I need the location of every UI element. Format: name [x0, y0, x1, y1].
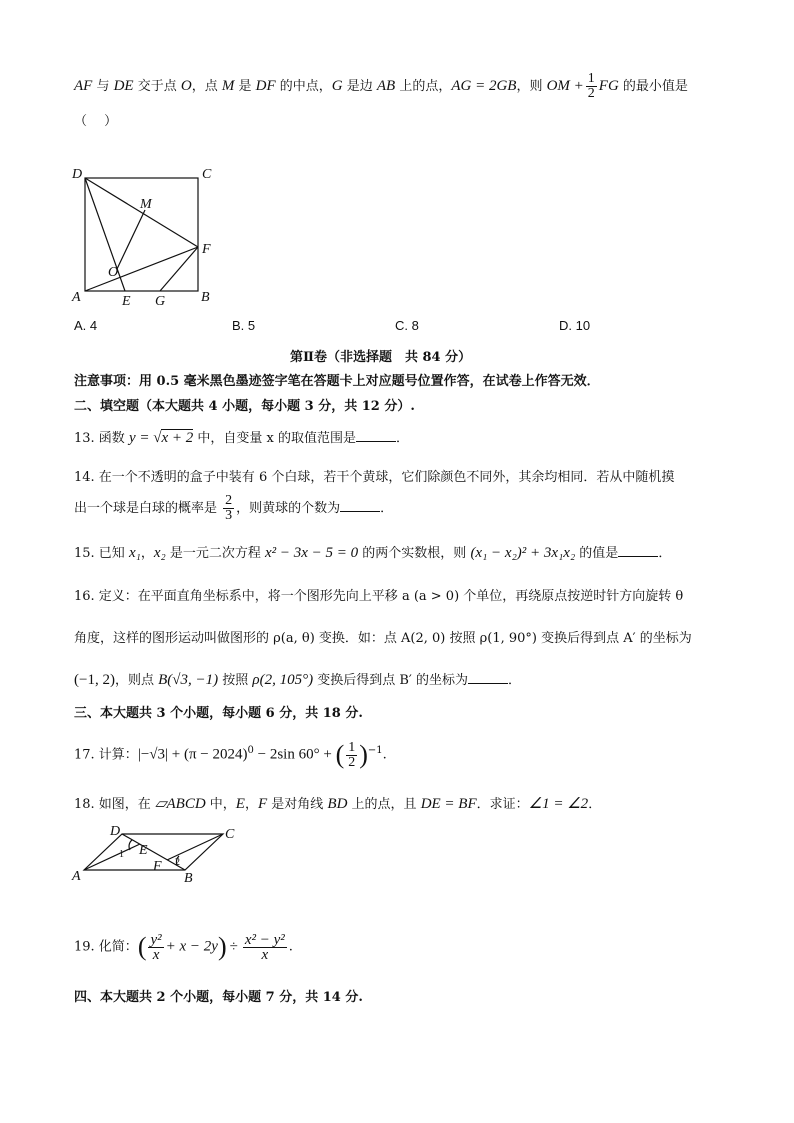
q16-end: ． — [507, 673, 521, 688]
q14-line2 — [74, 494, 393, 523]
label-d: D — [72, 167, 83, 182]
q13-radicand: x + 2 — [161, 430, 194, 446]
q17-rparen: ) — [359, 740, 368, 769]
section2-title: 第Ⅱ卷（非选择题 共 84 分） — [290, 350, 472, 365]
q15-e: 的值是 — [575, 546, 619, 561]
q19-f1-den: x — [152, 946, 160, 963]
q18-h: BD — [327, 796, 348, 812]
segment-af — [85, 247, 198, 291]
q14-end: ． — [380, 501, 394, 516]
part4-heading: 四、本大题共 2 个小题，每小题 7 分，共 14 分. — [74, 990, 363, 1005]
q18-l: ∠1 = ∠2 — [528, 796, 589, 812]
q12-af: AF — [74, 78, 93, 94]
q14-line2-a: 出一个球是白球的概率是 — [74, 501, 222, 516]
segment-fg — [160, 247, 198, 291]
q18-k: ．求证： — [476, 797, 529, 812]
q18-c: 中， — [205, 797, 236, 812]
q15-a: 15. 已知 — [74, 546, 129, 561]
q15-x2: x₂ — [153, 545, 166, 561]
q16-l3-f: 变换后得到点 B′ 的坐标为 — [313, 673, 468, 688]
q17-frac-num: 1 — [348, 739, 356, 755]
q17-a: 17. 计算： — [74, 747, 138, 763]
q13-num: 13. 函数 — [74, 431, 129, 446]
q17-end: . — [382, 747, 387, 763]
q13-sqrt-sign: √ — [153, 430, 162, 446]
q18-j: DE = BF — [420, 796, 477, 812]
q18-g: 是对角线 — [267, 797, 328, 812]
segment-om — [117, 210, 145, 269]
q15-eq: x² − 3x − 5 = 0 — [264, 545, 359, 561]
q14-frac-den: 3 — [225, 508, 233, 523]
q12-m: M — [221, 78, 235, 94]
choice-c[interactable]: C. 8 — [395, 318, 419, 333]
q13-answer-blank[interactable] — [356, 429, 396, 442]
choice-a[interactable]: A. 4 — [74, 318, 98, 333]
q18-a: 18. 如图，在 — [74, 797, 155, 812]
q16-line2: 角度，这样的图形运动叫做图形的 ρ(a, θ) 变换．如：点 A(2, 0) 按照 ρ(1, 90°) 变换后得到点 A′ 的坐标为 — [74, 631, 692, 646]
q19-f1-num: y² — [150, 931, 162, 948]
q15-b: ， — [140, 546, 154, 561]
q15-x1: x₁ — [128, 545, 141, 561]
fig18-label-f: F — [153, 859, 162, 874]
part3-heading: 三、本大题共 3 个小题，每小题 6 分，共 18 分. — [74, 706, 363, 721]
q12-frac-den: 2 — [587, 86, 595, 101]
q12-half-fraction — [586, 72, 597, 101]
q12-ab: AB — [376, 78, 396, 94]
fig18-label-b: B — [184, 871, 193, 882]
q19-f2-num: x² − y² — [244, 931, 285, 948]
choice-d[interactable]: D. 10 — [559, 318, 591, 333]
q19-a: 19. 化简： — [74, 939, 138, 955]
label-e: E — [122, 294, 131, 309]
segment-ae — [84, 844, 140, 870]
q12-t7: 上的点， — [395, 79, 452, 94]
q16-line1: 16. 定义：在平面直角坐标系中，将一个图形先向上平移 a (a > 0) 个单位，再绕原点按逆时针方向旋转 θ — [74, 589, 684, 604]
label-m: M — [140, 197, 152, 212]
q12-stem-line — [74, 72, 688, 101]
label-c: C — [202, 167, 212, 182]
q12-fg: FG — [598, 78, 619, 94]
q15-expr: (x₁ − x₂)² + 3x₁x₂ — [470, 545, 576, 561]
q12-g: G — [331, 78, 343, 94]
q16-l3-e: ρ(2, 105°) — [252, 672, 314, 688]
q17-sup0: 0 — [247, 745, 254, 757]
q16-answer-blank[interactable] — [468, 671, 508, 684]
q19-fraction-2 — [243, 933, 287, 962]
q18-parallelogram-figure — [70, 824, 245, 882]
segment-de — [85, 178, 125, 291]
label-o: O — [108, 265, 119, 280]
q17-b: |−√3| + (π − 2024) — [137, 746, 248, 763]
q19-div: ÷ — [229, 938, 238, 955]
label-b: B — [201, 290, 210, 305]
segment-df — [85, 178, 198, 247]
q18-end: ． — [588, 797, 602, 812]
q18-b: ▱ABCD — [154, 796, 206, 812]
q16-line3 — [74, 669, 521, 689]
q17-sup1: −1 — [367, 745, 383, 757]
q19-rparen: ) — [217, 932, 227, 961]
q12-t3: ，点 — [191, 79, 222, 94]
q15-c: 是一元二次方程 — [165, 546, 265, 561]
q17-lparen: ( — [335, 740, 345, 769]
q14-fraction — [223, 494, 234, 523]
q16-l3-b: ，则点 — [114, 673, 159, 688]
q12-t5: 的中点， — [275, 79, 332, 94]
square-abcd — [85, 178, 198, 291]
part2-heading: 二、填空题（本大题共 4 小题，每小题 3 分，共 12 分）. — [74, 399, 415, 414]
q12-frac-num: 1 — [587, 71, 595, 86]
choice-b[interactable]: B. 5 — [232, 318, 256, 333]
q18 — [74, 793, 601, 813]
q17-frac-den: 2 — [348, 754, 356, 770]
label-g: G — [155, 294, 166, 309]
q15-d: 的两个实数根，则 — [358, 546, 471, 561]
q13-rest: 中，自变量 x 的取值范围是 — [193, 431, 356, 446]
q14-frac-num: 2 — [225, 493, 233, 508]
q19-f2-den: x — [261, 946, 269, 963]
q18-e: ， — [244, 797, 258, 812]
q15-answer-blank[interactable] — [618, 544, 658, 557]
label-f: F — [202, 242, 211, 257]
q12-t4: 是 — [234, 79, 256, 94]
q18-f: F — [257, 796, 268, 812]
label-a: A — [72, 290, 81, 305]
q12-t1: 与 — [92, 79, 114, 94]
q19-end: . — [288, 939, 293, 955]
q17-fraction — [346, 741, 357, 770]
fig18-label-e: E — [139, 843, 148, 858]
q19 — [74, 932, 293, 962]
q17-c: − 2sin 60° + — [253, 746, 336, 763]
q12-t6: 是边 — [342, 79, 377, 94]
q17 — [74, 740, 387, 770]
q13-end: ． — [395, 431, 409, 446]
q18-i: 上的点，且 — [347, 797, 421, 812]
q12-answer-paren: （ ） — [74, 114, 118, 129]
fig18-label-d: D — [110, 824, 121, 839]
q15-end: ． — [658, 546, 672, 561]
q12-t8: ，则 — [516, 79, 547, 94]
q12-square-figure — [70, 162, 220, 312]
q13 — [74, 427, 409, 447]
fig18-angle-2-label: 2 — [175, 857, 180, 868]
q18-d: E — [235, 796, 245, 812]
q16-l3-a: (−1, 2) — [74, 672, 115, 688]
q12-de: DE — [113, 78, 134, 94]
fig18-label-c: C — [225, 827, 235, 842]
q12-df: DF — [255, 78, 276, 94]
q19-lparen: ( — [137, 932, 147, 961]
q16-l3-c: B(√3, −1) — [158, 672, 219, 688]
q14-line1: 14. 在一个不透明的盒子中装有 6 个白球，若干个黄球，它们除颜色不同外，其余均相同．若从中随机摸 — [74, 470, 675, 485]
q12-ag-2gb: AG = 2GB — [451, 78, 517, 94]
fig18-label-a: A — [72, 869, 81, 882]
q12-t2: 交于点 — [133, 79, 181, 94]
fig18-angle-1-label: 1 — [119, 849, 124, 860]
q15 — [74, 542, 671, 562]
q14-line2-b: ，则黄球的个数为 — [236, 501, 341, 516]
q14-answer-blank[interactable] — [340, 499, 380, 512]
q16-l3-d: 按照 — [218, 673, 253, 688]
q19-mid: + x − 2y — [165, 938, 218, 955]
q13-expr: y = — [128, 430, 154, 446]
q12-o: O — [180, 78, 192, 94]
section2-notice: 注意事项：用 0.5 毫米黑色墨迹签字笔在答题卡上对应题号位置作答，在试卷上作答无效． — [74, 374, 600, 389]
q12-t9: 的最小值是 — [618, 79, 688, 94]
q12-om: OM + — [546, 78, 584, 94]
q19-fraction-1 — [148, 933, 163, 962]
